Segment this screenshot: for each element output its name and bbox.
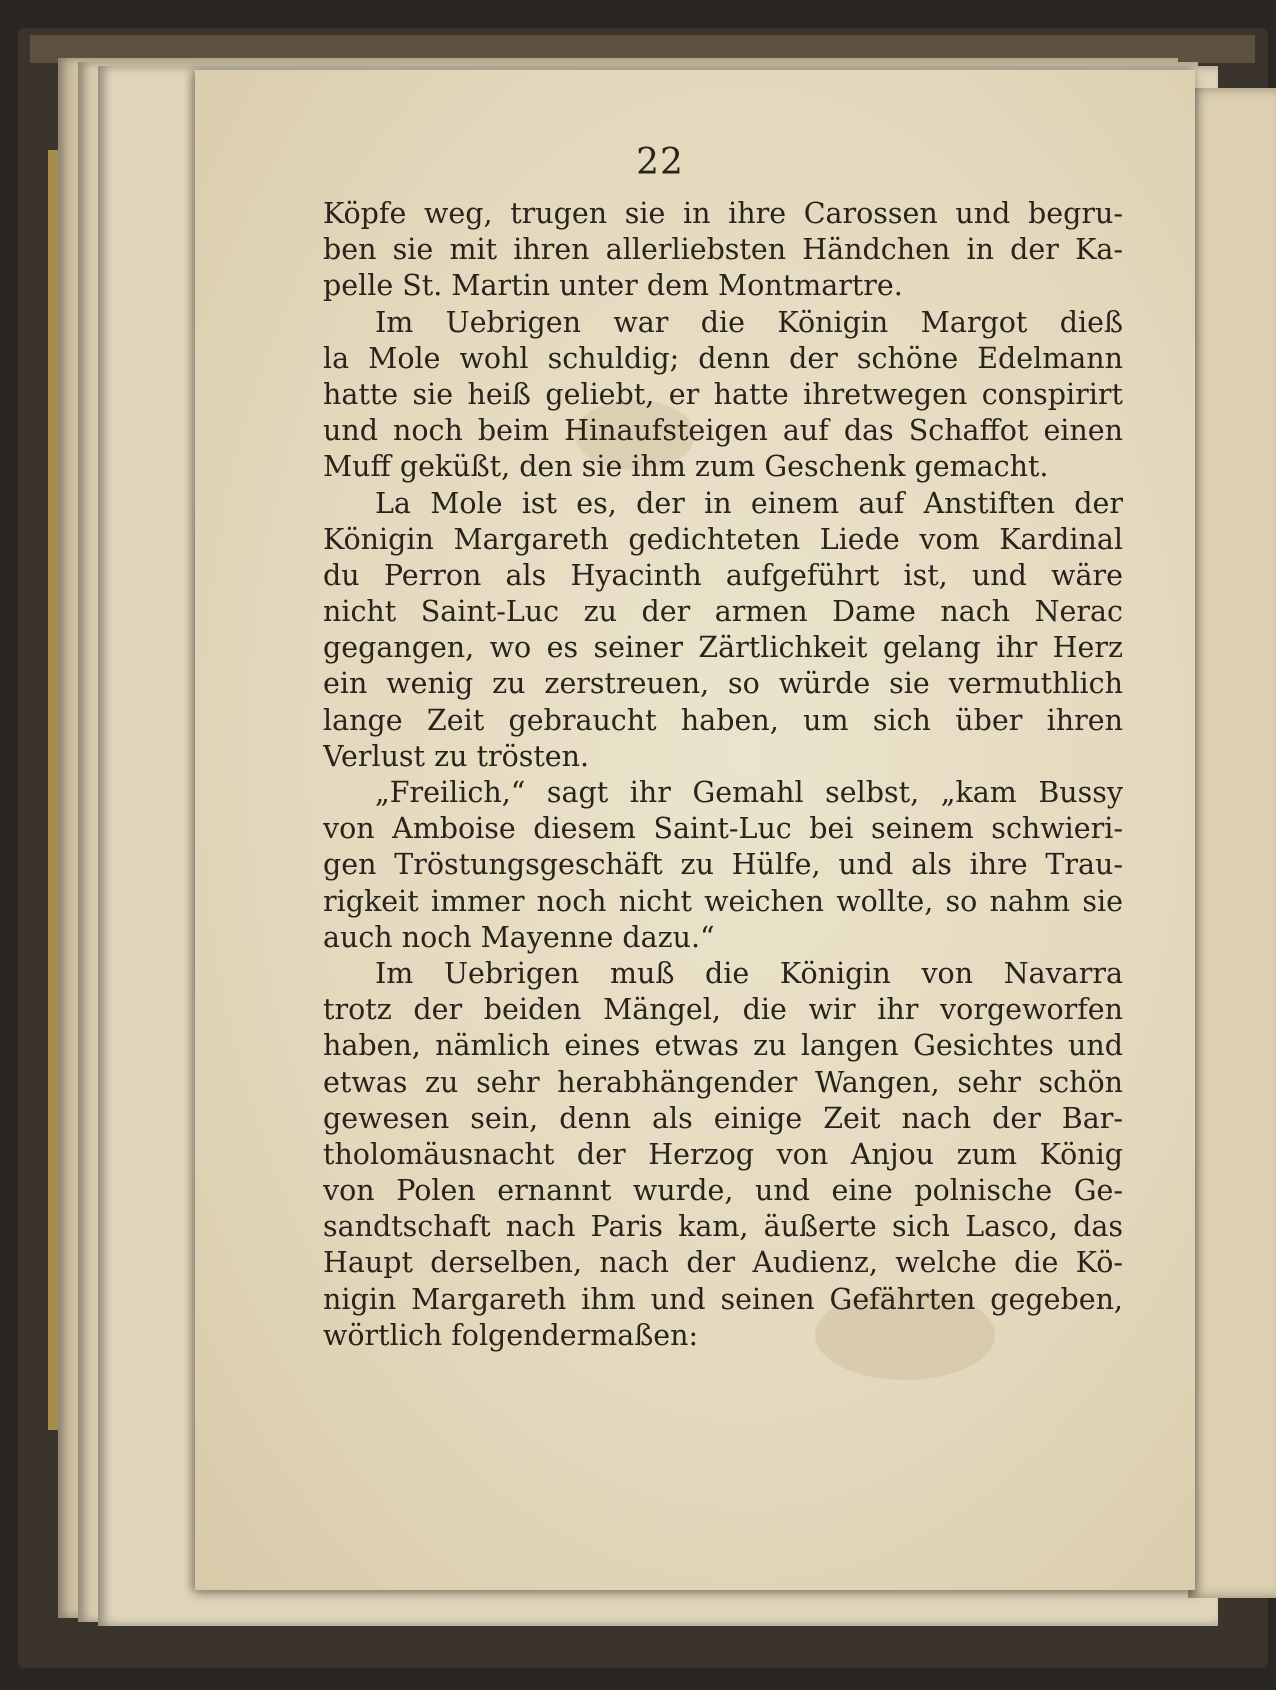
text-line: La Mole ist es, der in einem auf Anstiften der — [375, 486, 1123, 520]
text-line: von Polen ernannt wurde, und eine polnische Ge- — [323, 1174, 1123, 1208]
text-line: gen Tröstungsgeschäft zu Hülfe, und als ihre Trau- — [323, 848, 1123, 882]
text-line: tholomäusnacht der Herzog von Anjou zum König — [323, 1137, 1123, 1171]
page-number: 22 — [636, 142, 684, 183]
text-line: etwas zu sehr herabhängender Wangen, sehr schön — [323, 1065, 1123, 1099]
text-line: Muff geküßt, den sie ihm zum Geschenk gemacht. — [323, 450, 1049, 484]
text-line: du Perron als Hyacinth aufgeführt ist, und wäre — [323, 558, 1123, 592]
text-line: haben, nämlich eines etwas zu langen Gesichtes und — [323, 1029, 1123, 1063]
text-line: „Freilich,“ sagt ihr Gemahl selbst, „kam Bussy — [375, 776, 1123, 809]
text-line: trotz der beiden Mängel, die wir ihr vorgeworfen — [323, 993, 1123, 1027]
text-line: Köpfe weg, trugen sie in ihre Carossen und begru- — [323, 197, 1123, 230]
text-line: gewesen sein, denn als einige Zeit nach der Bar- — [323, 1101, 1123, 1135]
text-line: pelle St. Martin unter dem Montmartre. — [323, 269, 903, 303]
text-line: lange Zeit gebraucht haben, um sich über ihren — [323, 703, 1123, 737]
text-line: ein wenig zu zerstreuen, so würde sie vermuthlich — [323, 667, 1123, 701]
text-line: nicht Saint-Luc zu der armen Dame nach Nerac — [323, 595, 1123, 629]
text-line: auch noch Mayenne dazu.“ — [323, 920, 715, 954]
text-line: von Amboise diesem Saint-Luc bei seinem schwieri- — [323, 812, 1123, 846]
text-line: rigkeit immer noch nicht weichen wollte, so nahm sie — [323, 884, 1123, 918]
text-line: Im Uebrigen muß die Königin von Navarra — [375, 956, 1123, 990]
text-line: nigin Margareth ihm und seinen Gefährten gegeben, — [323, 1282, 1123, 1316]
book-page — [195, 70, 1195, 1590]
text-line: sandtschaft nach Paris kam, äußerte sich Lasco, das — [323, 1210, 1123, 1244]
text-line: wörtlich folgendermaßen: — [323, 1318, 699, 1352]
text-line: ben sie mit ihren allerliebsten Händchen in der Ka- — [323, 233, 1123, 267]
text-line: gegangen, wo es seiner Zärtlichkeit gelang ihr Herz — [323, 631, 1123, 665]
text-line: Haupt derselben, nach der Audienz, welche die Kö- — [323, 1246, 1123, 1280]
text-line: Im Uebrigen war die Königin Margot dieß — [375, 305, 1123, 339]
body-text — [323, 196, 1123, 1354]
text-line: la Mole wohl schuldig; denn der schöne Edelmann — [323, 341, 1123, 375]
facing-page-edge — [1188, 88, 1276, 1598]
text-line: und noch beim Hinaufsteigen auf das Schaffot einen — [323, 414, 1123, 448]
text-line: Verlust zu trösten. — [323, 739, 590, 773]
text-line: Königin Margareth gedichteten Liede vom Kardinal — [323, 522, 1123, 556]
text-line: hatte sie heiß geliebt, er hatte ihretwegen conspirirt — [323, 377, 1123, 411]
